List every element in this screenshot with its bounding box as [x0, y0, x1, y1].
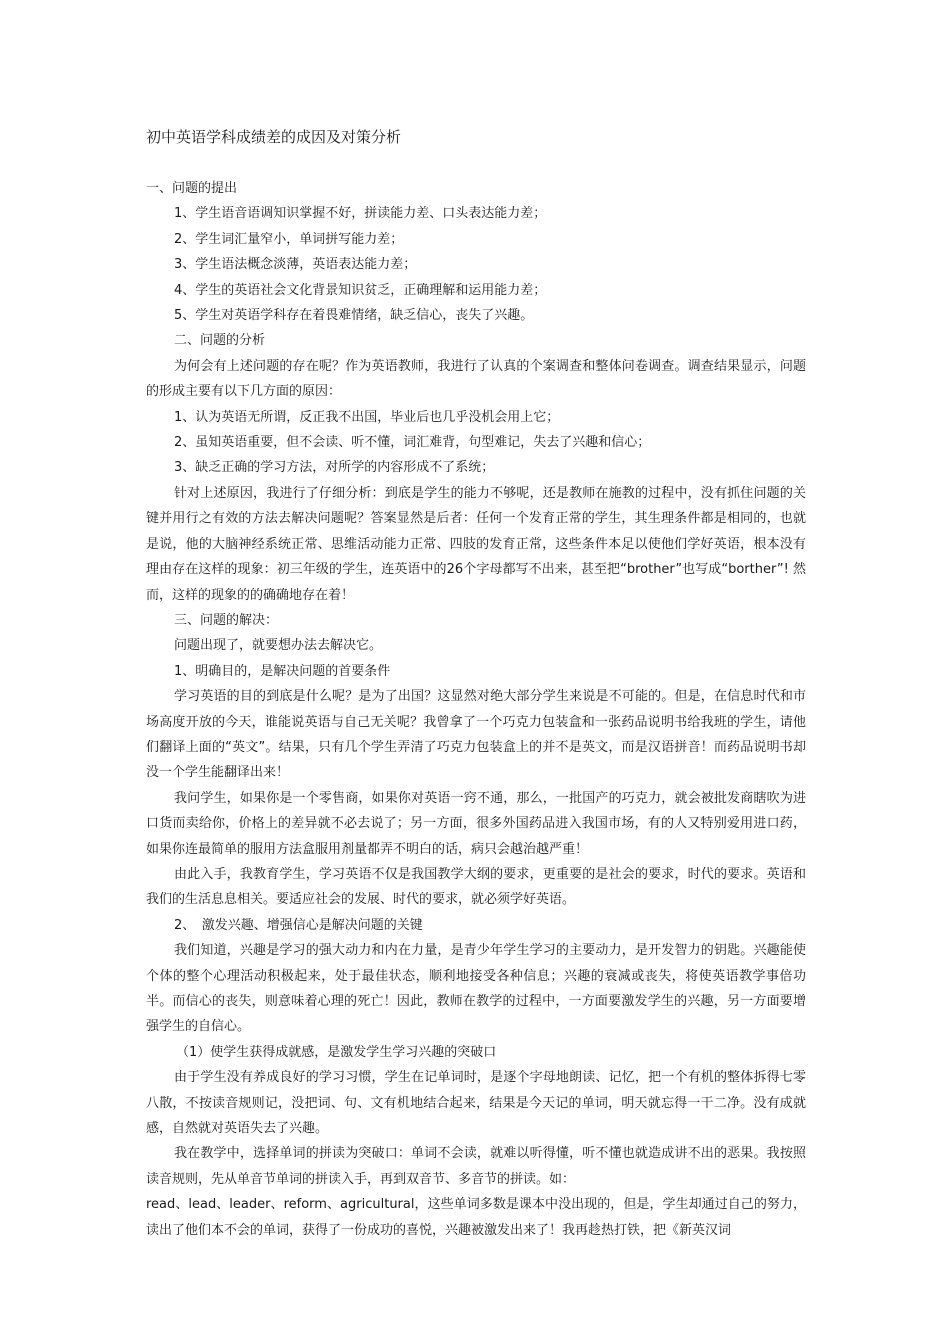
document-body [146, 176, 806, 1243]
paragraph: 三、问题的解决： [174, 612, 279, 628]
paragraph: 1、明确目的，是解决问题的首要条件 [174, 663, 391, 679]
paragraph: 二、问题的分析 [174, 333, 266, 349]
paragraph: 一、问题的提出 [146, 181, 238, 196]
paragraph: 2、虽知英语重要，但不会读、听不懂，词汇难背，句型难记，失去了兴趣和信心； [174, 435, 651, 451]
paragraph: （1）使学生获得成就感，是激发学生学习兴趣的突破口 [176, 1044, 497, 1060]
paragraph: 针对上述原因，我进行了仔细分析：到底是学生的能力不够呢，还是教师在施教的过程中，没有抓住问题的关键并用行之有效的方法去解决问题呢？答案显然是后者：任何一个发育正常的学生，其生理条件都是相同的，也就是说，他的大脑神经系统正常、思维活动能力正常、四肢的发育正常，这些条件本足以使他们学好英语，根本没有理由存在这样的现象：初三年级的学生，连英语中的26个字母都写不出来，甚至把“brother”也写成“borther”! 然而，这样的现象的的确确地存在着！ [146, 485, 806, 603]
paragraph: 5、学生对英语学科存在着畏难情绪，缺乏信心，丧失了兴趣。 [174, 308, 534, 324]
paragraph: 问题出现了，就要想办法去解决它。 [174, 638, 383, 654]
paragraph: 1、认为英语无所谓，反正我不出国，毕业后也几乎没机会用上它； [174, 409, 560, 425]
paragraph: 3、缺乏正确的学习方法，对所学的内容形成不了系统； [174, 460, 495, 476]
paragraph: 由此入手，我教育学生，学习英语不仅是我国教学大纲的要求，更重要的是社会的要求，时代的要求。英语和我们的生活息息相关。要适应社会的发展、时代的要求，就必须学好英语。 [146, 866, 806, 908]
paragraph: 2、学生词汇量窄小，单词拼写能力差； [174, 231, 404, 247]
document-title: 初中英语学科成绩差的成因及对策分析 [146, 128, 402, 146]
paragraph: 4、学生的英语社会文化背景知识贫乏，正确理解和运用能力差； [174, 282, 547, 298]
paragraph: 我问学生，如果你是一个零售商，如果你对英语一窍不通，那么，一批国产的巧克力，就会被批发商瞎吹为进口货而卖给你，价格上的差异就不必去说了；另一方面，很多外国药品进入我国市场，有的人又特别爱用进口药，如果你连最简单的服用方法盒服用剂量都弄不明白的话，病只会越治越严重！ [146, 790, 806, 857]
paragraph: read、lead、leader、reform、agricultural，这些单词多数是课本中没出现的，但是，学生却通过自己的努力，读出了他们本不会的单词，获得了一份成功的喜悦，兴趣被激发出来了！我再趁热打铁，把《新英汉词 [146, 1197, 806, 1238]
paragraph: 为何会有上述问题的存在呢？作为英语教师，我进行了认真的个案调查和整体问卷调查。调查结果显示，问题的形成主要有以下几方面的原因： [146, 358, 806, 400]
paragraph: 由于学生没有养成良好的学习习惯，学生在记单词时，是逐个字母地朗读、记忆，把一个有机的整体拆得七零八散，不按读音规则记，没把词、句、文有机地结合起来，结果是今天记的单词，明天就忘得一干二净。没有成就感，自然就对英语失去了兴趣。 [146, 1070, 806, 1137]
paragraph: 3、学生语法概念淡薄，英语表达能力差； [174, 257, 417, 273]
paragraph: 1、学生语音语调知识掌握不好，拼读能力差、口头表达能力差； [174, 206, 547, 222]
paragraph: 我们知道，兴趣是学习的强大动力和内在力量，是青少年学生学习的主要动力，是开发智力的钥匙。兴趣能使个体的整个心理活动积极起来，处于最佳状态，顺利地接受各种信息；兴趣的衰减或丧失，将使英语教学事倍功半。而信心的丧失，则意味着心理的死亡！因此，教师在教学的过程中，一方面要激发学生的兴趣，另一方面要增强学生的自信心。 [146, 943, 806, 1035]
paragraph: 2、 激发兴趣、增强信心是解决问题的关键 [174, 917, 423, 933]
paragraph: 学习英语的目的到底是什么呢？是为了出国？这显然对绝大部分学生来说是不可能的。但是，在信息时代和市场高度开放的今天，谁能说英语与自己无关呢？我曾拿了一个巧克力包装盒和一张药品说明书给我班的学生，请他们翻译上面的“英文”。结果，只有几个学生弄清了巧克力包装盒上的并不是英文，而是汉语拼音！而药品说明书却没一个学生能翻译出来！ [146, 689, 806, 781]
paragraph: 我在教学中，选择单词的拼读为突破口：单词不会读，就难以听得懂，听不懂也就造成讲不出的恶果。我按照读音规则，先从单音节单词的拼读入手，再到双音节、多音节的拼读。如： [146, 1146, 806, 1187]
